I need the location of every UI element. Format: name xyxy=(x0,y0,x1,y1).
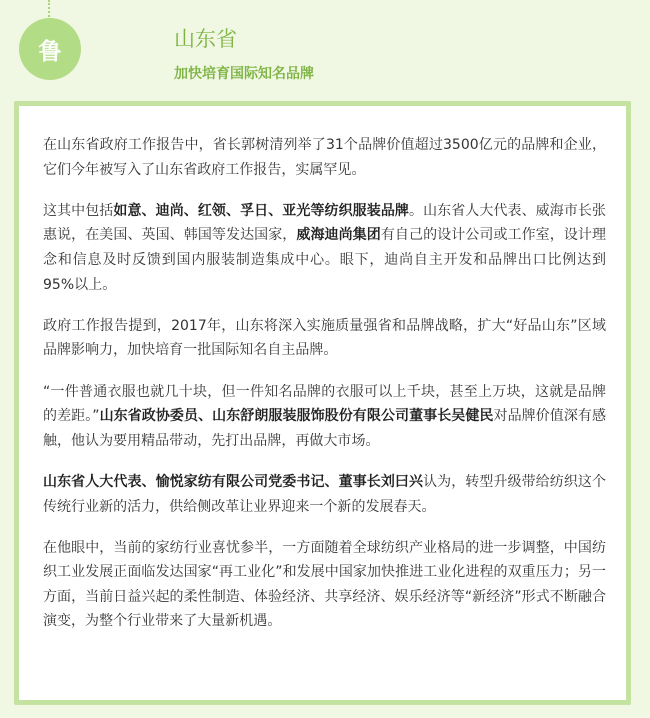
paragraph-text: 对品牌价值深有感触，他认为要用精品带动，先打出品牌，再做大市场。 xyxy=(43,408,606,449)
article-paragraph xyxy=(43,199,606,297)
paragraph-text: 有自己的设计公司或工作室，设计理念和信息及时反馈到国内服装制造集成中心。眼下，迪尚自主开发和品牌出口比例达到95%以上。 xyxy=(43,227,607,293)
paragraph-text: “一件普通衣服也就几十块，但一件知名品牌的衣服可以上千块，甚至上万块，这就是品牌的差距。” xyxy=(43,383,606,425)
article-paragraph xyxy=(43,133,606,182)
article-card xyxy=(14,101,631,705)
article-paragraph xyxy=(43,380,606,454)
paragraph-text: 在他眼中，当前的家纺行业喜忧参半，一方面随着全球纺织产业格局的进一步调整，中国纺织工业发展正面临发达国家“再工业化”和发展中国家加快推进工业化进程的双重压力；另一方面，当前日益兴起的柔性制造、体验经济、共享经济、娱乐经济等“新经济”形式不断融合演变，为整个行业带来了大量新机遇。 xyxy=(43,539,606,630)
paragraph-emphasis: 威海迪尚集团 xyxy=(296,227,381,244)
section-title: 山东省 xyxy=(174,27,237,51)
article-paragraph xyxy=(43,536,606,634)
paragraph-text: 认为，转型升级带给纺织这个传统行业新的活力，供给侧改革让业界迎来一个新的发展春天。 xyxy=(43,473,606,515)
paragraph-emphasis: 山东省人大代表、愉悦家纺有限公司党委书记、董事长刘曰兴 xyxy=(43,473,424,490)
paragraph-text: 政府工作报告提到，2017年，山东将深入实施质量强省和品牌战略，扩大“好品山东”区域品牌影响力，加快培育一批国际知名自主品牌。 xyxy=(43,317,606,359)
article-paragraph xyxy=(43,314,606,363)
paragraph-text: 。山东省人大代表、威海市长张惠说，在美国、英国、韩国等发达国家， xyxy=(43,202,607,244)
province-badge xyxy=(19,18,81,80)
paragraph-emphasis: 如意、迪尚、红领、孚日、亚光等纺织服装品牌 xyxy=(113,202,409,219)
article-paragraph xyxy=(43,470,606,519)
badge-connector-line xyxy=(48,0,50,20)
paragraph-text: 这其中包括 xyxy=(43,202,114,219)
province-badge-label: 鲁 xyxy=(38,38,62,65)
paragraph-text: 在山东省政府工作报告中，省长郭树清列举了31个品牌价值超过3500亿元的品牌和企业，它们今年被写入了山东省政府工作报告，实属罕见。 xyxy=(43,137,606,178)
paragraph-emphasis: 山东省政协委员、山东舒朗服装服饰股份有限公司董事长吴健民 xyxy=(99,408,494,425)
section-subtitle: 加快培育国际知名品牌 xyxy=(174,66,314,82)
